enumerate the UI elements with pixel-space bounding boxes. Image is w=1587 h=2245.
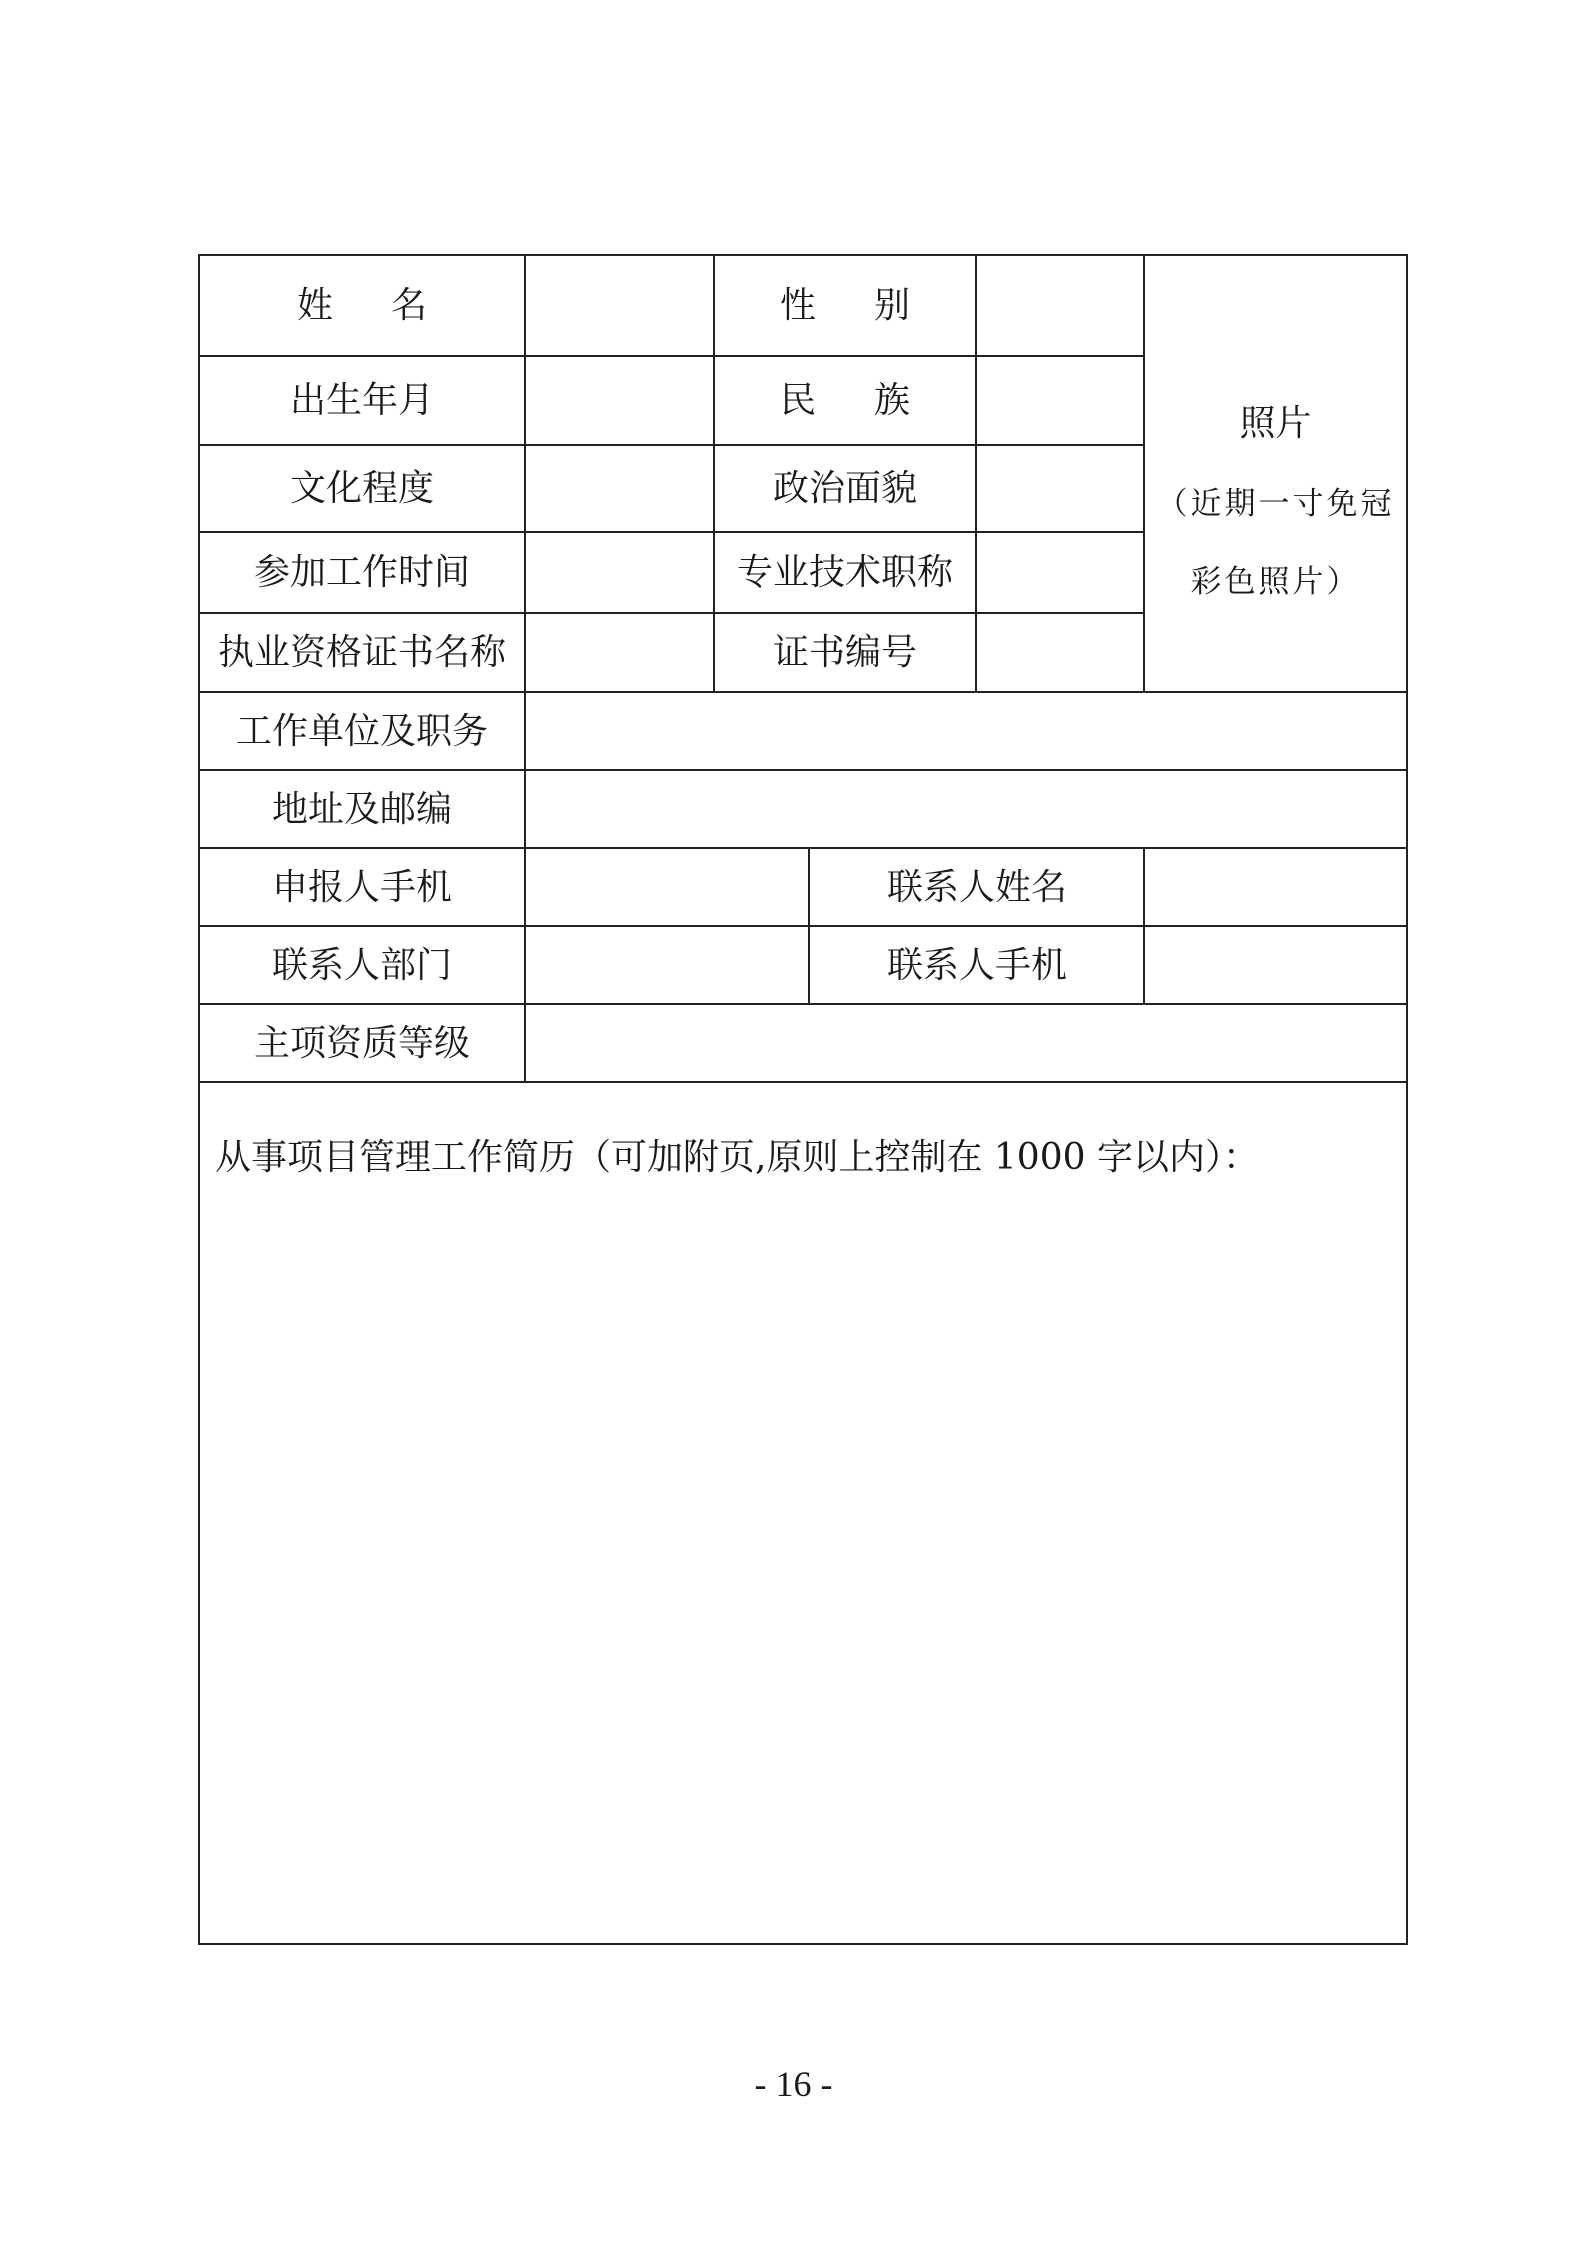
work-start-label: 参加工作时间 xyxy=(253,552,470,593)
photo-title: 照片 xyxy=(1239,403,1312,444)
birth-date-field[interactable] xyxy=(526,357,714,445)
work-history-field[interactable] xyxy=(200,1190,1406,1942)
political-status-field[interactable] xyxy=(977,446,1144,532)
qualification-cert-field[interactable] xyxy=(526,614,714,692)
photo-area[interactable] xyxy=(1145,256,1406,692)
qualification-level-field[interactable] xyxy=(526,1005,1406,1082)
contact-dept-label: 联系人部门 xyxy=(271,944,452,986)
employer-field[interactable] xyxy=(526,693,1406,770)
qualification-level-label: 主项资质等级 xyxy=(253,1022,470,1064)
contact-dept-field[interactable] xyxy=(526,927,809,1004)
gender-field[interactable] xyxy=(977,256,1144,356)
contact-phone-label: 联系人手机 xyxy=(886,944,1067,986)
name-field[interactable] xyxy=(526,256,714,356)
education-field[interactable] xyxy=(526,446,714,532)
photo-note: （近期一寸免冠彩色照片） xyxy=(1156,486,1395,600)
education-label: 文化程度 xyxy=(289,468,434,509)
employer-label: 工作单位及职务 xyxy=(235,710,488,752)
contact-name-field[interactable] xyxy=(1145,849,1406,926)
address-label: 地址及邮编 xyxy=(271,788,452,830)
applicant-phone-field[interactable] xyxy=(526,849,809,926)
qualification-cert-label: 执业资格证书名称 xyxy=(217,632,506,673)
professional-title-field[interactable] xyxy=(977,533,1144,613)
birth-date-label: 出生年月 xyxy=(289,380,434,421)
address-field[interactable] xyxy=(526,771,1406,848)
contact-name-label: 联系人姓名 xyxy=(886,866,1067,908)
applicant-phone-label: 申报人手机 xyxy=(271,866,452,908)
contact-phone-field[interactable] xyxy=(1145,927,1406,1004)
ethnicity-field[interactable] xyxy=(977,357,1144,445)
work-history-label: 从事项目管理工作简历（可加附页,原则上控制在 1000 字以内）： xyxy=(215,1137,1259,1178)
gender-label: 性别 xyxy=(779,285,968,326)
name-label: 姓名 xyxy=(296,285,485,326)
page-number: - 16 - xyxy=(754,2064,833,2104)
political-status-label: 政治面貌 xyxy=(772,468,917,509)
professional-title-label: 专业技术职称 xyxy=(736,552,953,593)
ethnicity-label: 民族 xyxy=(779,380,968,421)
cert-number-label: 证书编号 xyxy=(772,632,917,673)
work-start-field[interactable] xyxy=(526,533,714,613)
cert-number-field[interactable] xyxy=(977,614,1144,692)
